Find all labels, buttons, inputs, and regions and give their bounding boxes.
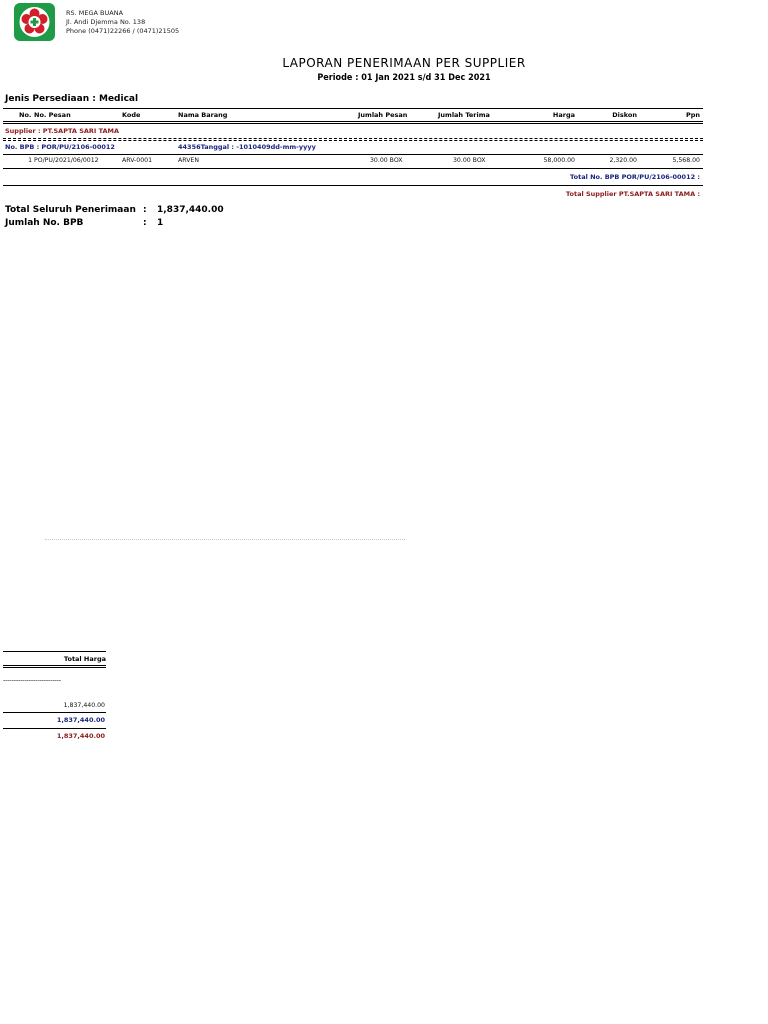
total-bpb-rule xyxy=(3,185,703,186)
col-no-pesan: No. Pesan xyxy=(34,111,71,119)
supplier-label: Supplier : PT.SAPTA SARI TAMA xyxy=(5,127,120,135)
page-break-artifact xyxy=(45,539,405,540)
total-harga-header-rule xyxy=(3,665,106,666)
table-header-rule-2 xyxy=(3,123,703,124)
total-supplier-label: Total Supplier PT.SAPTA SARI TAMA : xyxy=(565,190,700,198)
cell-kode: ARV-0001 xyxy=(122,157,153,164)
hospital-logo-icon xyxy=(14,3,55,41)
col-jumlah-terima: Jumlah Terima xyxy=(438,111,490,119)
cell-jumlah-terima: 30.00 BOX xyxy=(453,157,486,164)
cell-diskon: 2,320.00 xyxy=(609,157,637,164)
cell-ppn: 5,568.00 xyxy=(672,157,700,164)
hospital-name: RS. MEGA BUANA xyxy=(66,9,124,17)
jumlah-bpb-label: Jumlah No. BPB xyxy=(5,218,84,228)
bpb-rule xyxy=(3,154,703,155)
total-harga-header-rule-2 xyxy=(3,667,106,668)
cell-harga: 58,000.00 xyxy=(543,157,575,164)
bpb-date: 44356Tanggal : -1010409dd-mm-yyyy xyxy=(178,143,316,151)
col-kode: Kode xyxy=(122,111,141,119)
total-seluruh-value: 1,837,440.00 xyxy=(157,205,224,215)
jenis-persediaan: Jenis Persediaan : Medical xyxy=(5,94,139,104)
total-harga-dashes: --------------------------- xyxy=(3,676,61,684)
cell-no-pesan: PO/PU/2021/06/0012 xyxy=(34,157,99,164)
supplier-dashed-rule-2 xyxy=(3,140,703,141)
report-title: LAPORAN PENERIMAAN PER SUPPLIER xyxy=(282,56,526,70)
col-diskon: Diskon xyxy=(612,111,637,119)
hospital-info xyxy=(66,9,179,36)
col-total-harga: Total Harga xyxy=(63,655,106,663)
supplier-dashed-rule xyxy=(3,138,703,139)
hospital-address: Jl. Andi Djemma No. 138 xyxy=(66,18,146,26)
report-period: Periode : 01 Jan 2021 s/d 31 Dec 2021 xyxy=(317,73,491,83)
cell-nama: ARVEN xyxy=(178,157,199,164)
cell-jumlah-pesan: 30.00 BOX xyxy=(370,157,403,164)
total-harga-bpb-value: 1,837,440.00 xyxy=(56,716,105,724)
jumlah-bpb-sep: : xyxy=(143,218,147,228)
total-harga-supplier-value: 1,837,440.00 xyxy=(56,732,105,740)
total-harga-top-rule xyxy=(3,651,106,652)
total-harga-bpb-rule xyxy=(3,728,106,729)
col-harga: Harga xyxy=(552,111,575,119)
table-top-rule xyxy=(3,108,703,109)
col-nama-barang: Nama Barang xyxy=(178,111,228,119)
col-jumlah-pesan: Jumlah Pesan xyxy=(358,111,408,119)
col-ppn: Ppn xyxy=(685,111,700,119)
total-harga-row-value: 1,837,440.00 xyxy=(63,702,105,709)
total-harga-row-rule xyxy=(3,712,106,713)
total-bpb-label: Total No. BPB POR/PU/2106-00012 : xyxy=(570,173,700,181)
hospital-phone: Phone (0471)22266 / (0471)21505 xyxy=(66,27,180,35)
bpb-label: No. BPB : POR/PU/2106-00012 xyxy=(5,143,115,151)
row-rule xyxy=(3,168,703,169)
cell-no: 1 xyxy=(28,157,32,164)
table-header-rule xyxy=(3,121,703,122)
jumlah-bpb-value: 1 xyxy=(157,218,164,228)
total-seluruh-label: Total Seluruh Penerimaan xyxy=(5,205,136,215)
col-no: No. xyxy=(19,111,32,119)
total-seluruh-sep: : xyxy=(143,205,147,215)
